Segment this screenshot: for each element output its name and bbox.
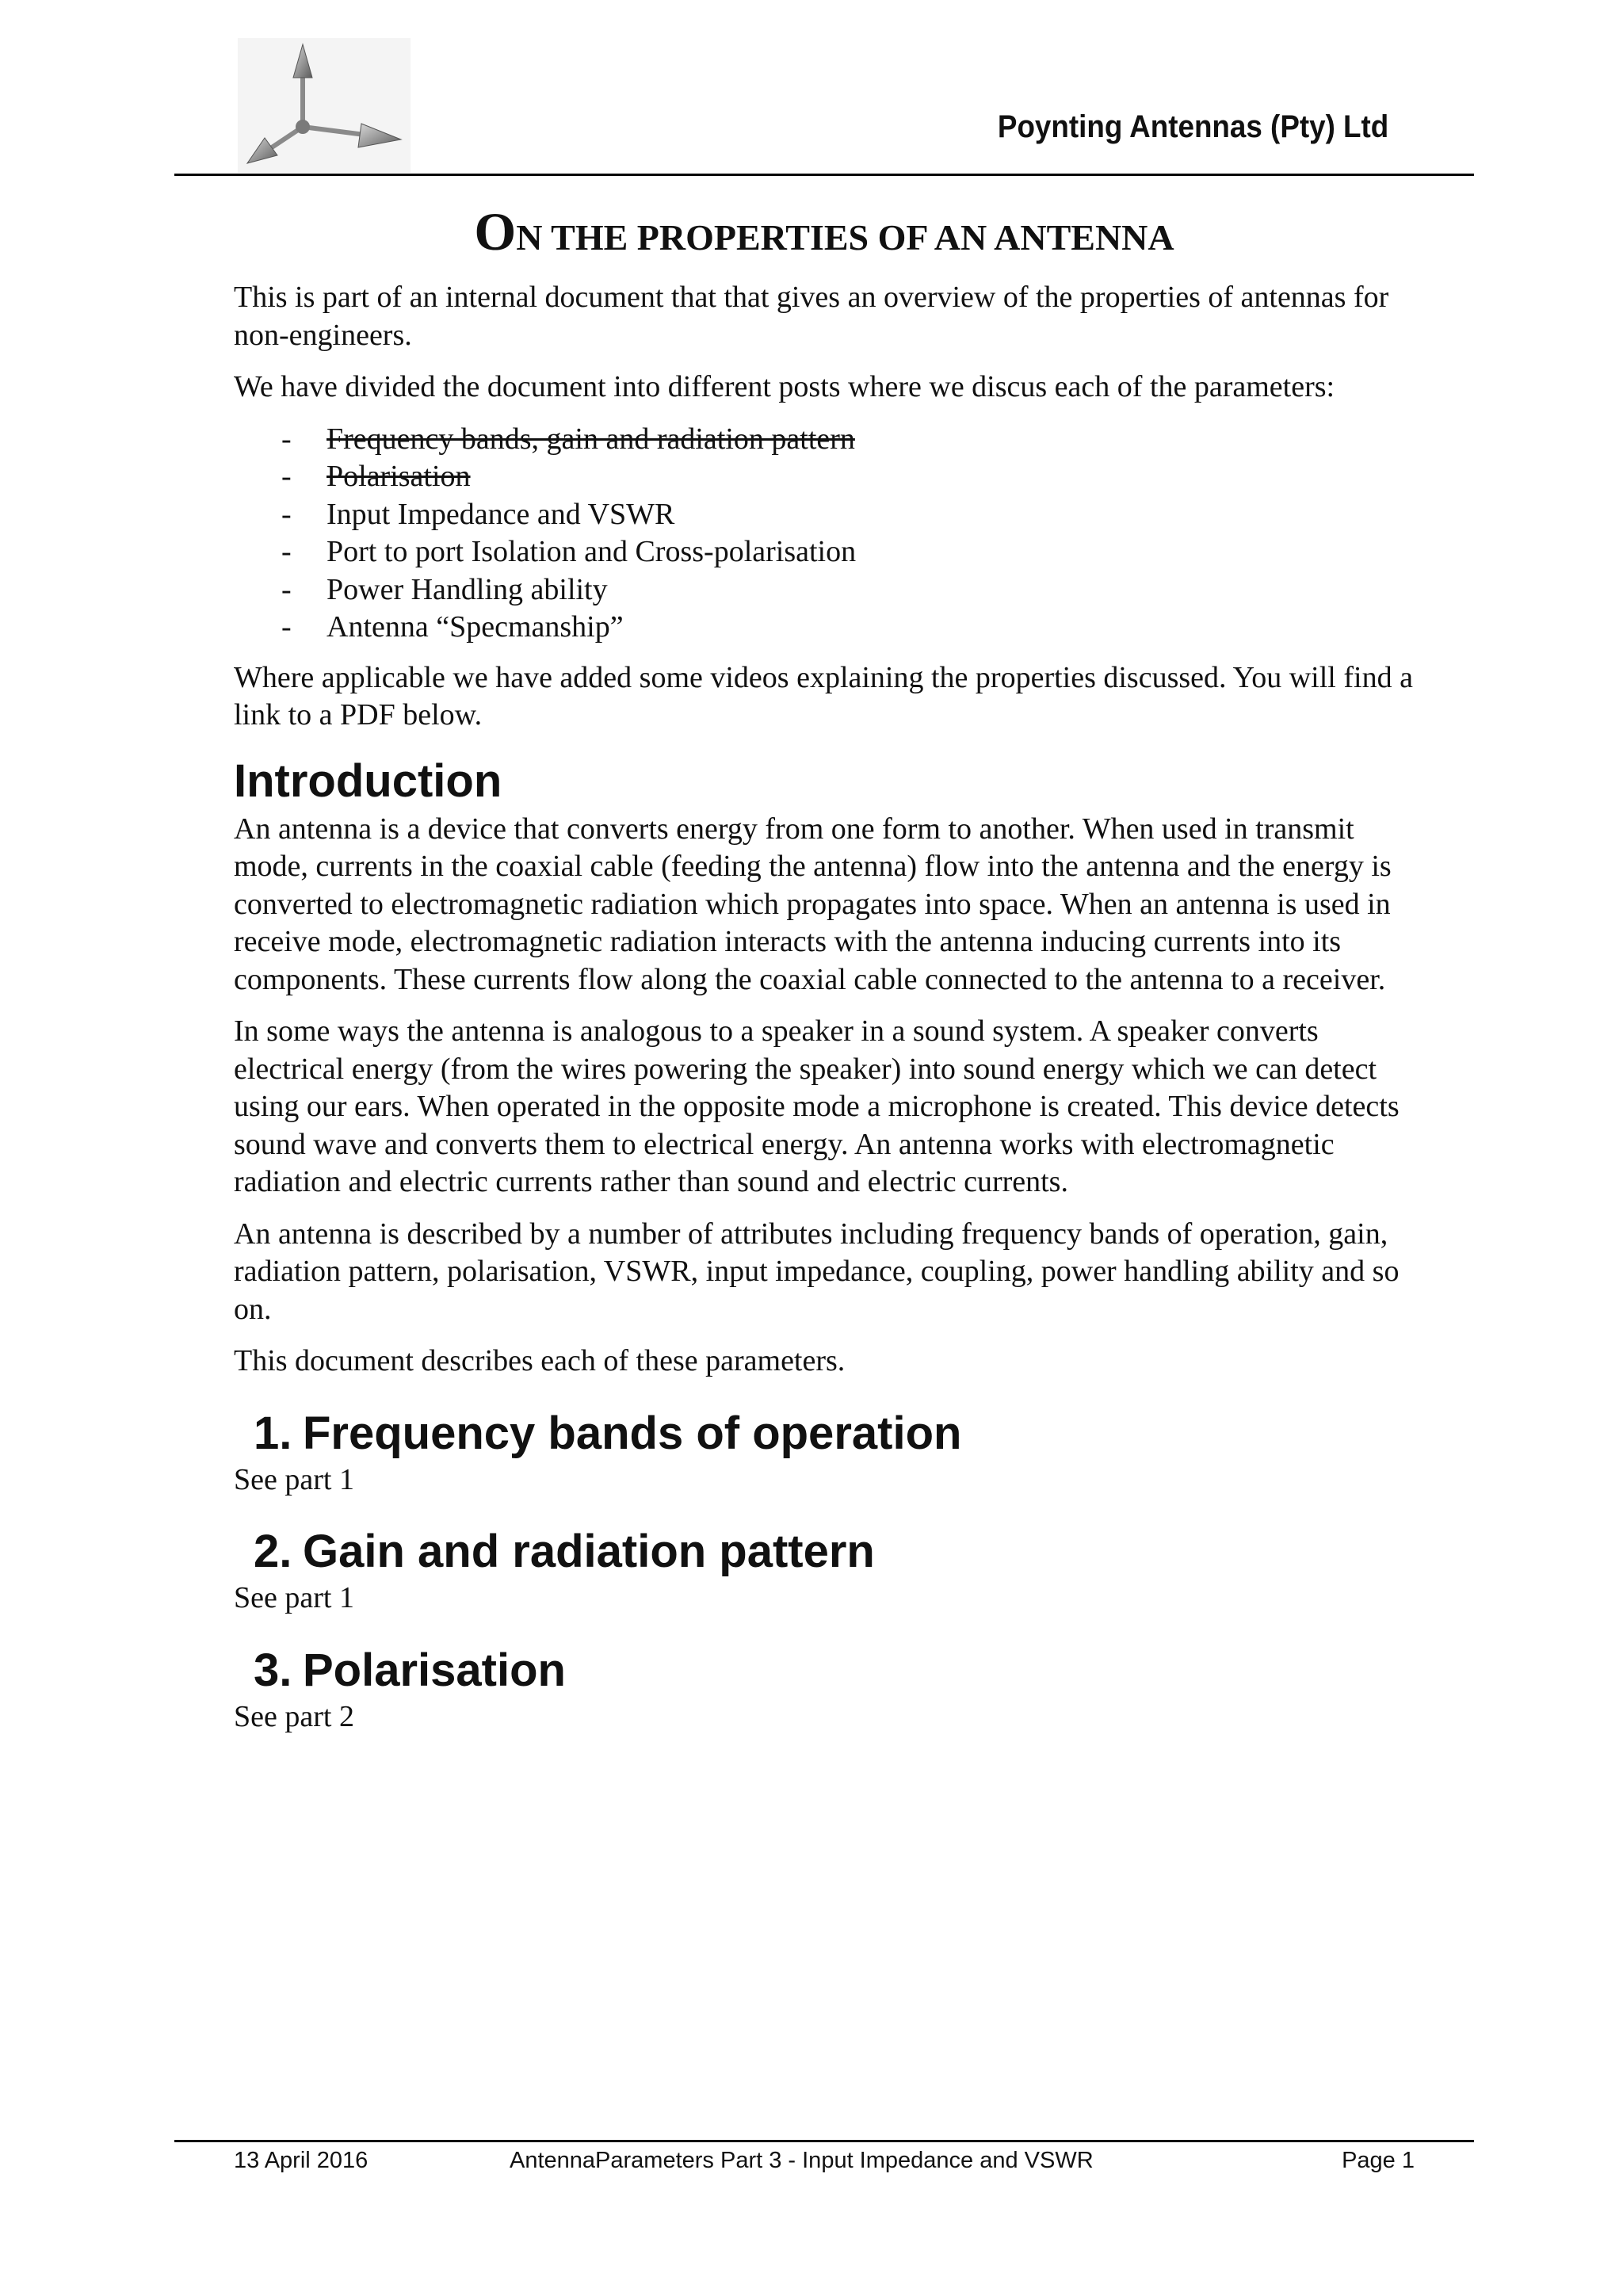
tripod-arrows-logo-icon (238, 38, 411, 173)
list-item: - Power Handling ability (281, 571, 1423, 609)
list-item: - Port to port Isolation and Cross-polarisation (281, 533, 1423, 571)
document-title-rest: N THE PROPERTIES OF AN ANTENNA (516, 217, 1174, 258)
section-number: 2. (254, 1526, 292, 1577)
section-text: See part 2 (234, 1699, 354, 1733)
footer-rule (174, 2140, 1474, 2142)
list-item: - Frequency bands, gain and radiation pattern (281, 421, 1423, 459)
section-number: 3. (254, 1644, 292, 1696)
list-item: - Polarisation (281, 458, 1423, 496)
list-item: - Antenna “Specmanship” (281, 609, 1423, 647)
section-heading (254, 1406, 1423, 1461)
intro-paragraph: We have divided the document into different posts where we discus each of the parameters: (234, 370, 1335, 403)
introduction-heading: Introduction (234, 755, 502, 807)
intro-paragraph: Where applicable we have added some videos explaining the properties discussed. You will find a link to a PDF below. (234, 660, 1413, 732)
introduction-paragraph: An antenna is described by a number of attributes including frequency bands of operation, gain, radiation pattern, polarisation, VSWR, input impedance, coupling, power handling ability and so on. (234, 1217, 1400, 1326)
footer-document-name: AntennaParameters Part 3 - Input Impedance and VSWR (510, 2148, 1094, 2173)
page-footer (234, 2148, 1415, 2179)
document-title (234, 195, 1415, 274)
section-heading (254, 1643, 1423, 1698)
section-title: Gain and radiation pattern (303, 1526, 875, 1577)
footer-page-number: Page 1 (1342, 2148, 1415, 2173)
introduction-paragraph: An antenna is a device that converts energy from one form to another. When used in transmit mode, currents in the coaxial cable (feeding the antenna) flow into the antenna and the energy is converted to electromagnetic radiation which propagates into space. When an antenna is used in receive mode, electromagnetic radiation interacts with the antenna inducing currents into its components. These currents flow along the coaxial cable connected to the antenna to a receiver. (234, 812, 1392, 996)
list-item: - Input Impedance and VSWR (281, 496, 1423, 534)
company-name: Poynting Antennas (Pty) Ltd (997, 109, 1388, 144)
header-rule (174, 174, 1474, 176)
section-text: See part 1 (234, 1462, 354, 1496)
section-title: Frequency bands of operation (303, 1407, 962, 1459)
section-title: Polarisation (303, 1644, 566, 1696)
intro-paragraph: This is part of an internal document that that gives an overview of the properties of antennas for non-engineers. (234, 281, 1389, 352)
section-heading (254, 1524, 1423, 1580)
section-text: See part 1 (234, 1581, 354, 1614)
introduction-paragraph: This document describes each of these parameters. (234, 1344, 846, 1377)
document-body (234, 195, 1423, 1750)
section-number: 1. (254, 1407, 292, 1459)
document-title-initial: O (474, 201, 517, 262)
parameters-list (234, 421, 1423, 647)
footer-date: 13 April 2016 (234, 2148, 369, 2173)
introduction-paragraph: In some ways the antenna is analogous to a speaker in a sound system. A speaker converts electrical energy (from the wires powering the speaker) into sound energy which we can detect using our ears. When operated in the opposite mode a microphone is created. This device detects sound wave and converts them to electrical energy. An antenna works with electromagnetic radiation and electric currents rather than sound and electric currents. (234, 1014, 1400, 1198)
